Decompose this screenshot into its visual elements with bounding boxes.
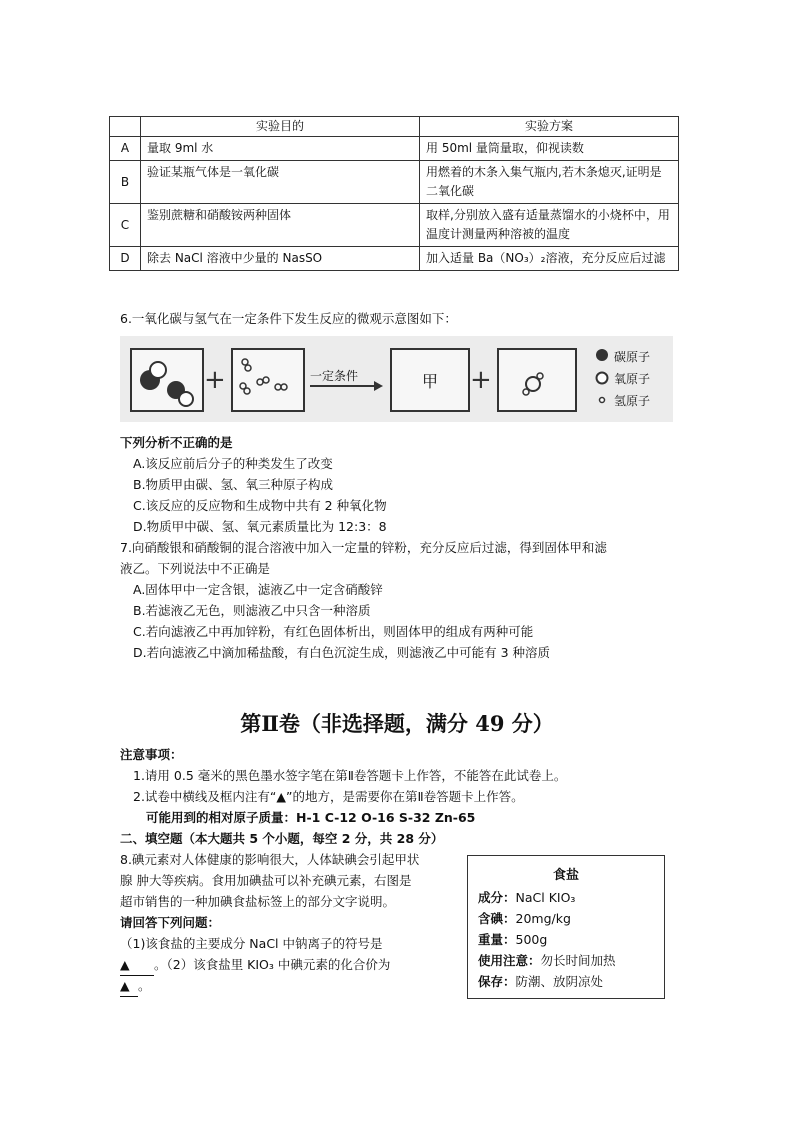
row-goal: 验证某瓶气体是一氧化碳 bbox=[141, 161, 420, 204]
q8-prompt: 请回答下列问题： bbox=[120, 915, 221, 930]
salt-label-rows bbox=[468, 883, 664, 992]
plus-sign: + bbox=[204, 365, 226, 395]
row-label: D bbox=[110, 247, 141, 271]
q6-prompt: 下列分析不正确的是 bbox=[120, 435, 233, 450]
h2o-molecule-icon bbox=[499, 350, 575, 410]
q7-option-c: C.若向滤液乙中再加锌粉，有红色固体析出，则固体甲的组成有两种可能 bbox=[133, 624, 534, 639]
q8-sub1: （1)该食盐的主要成分 NaCl 中钠离子的符号是 bbox=[120, 936, 383, 951]
q8-line2: 腺 肿大等疾病。食用加碘盐可以补充碘元素，右图是 bbox=[120, 873, 412, 888]
co-molecules-box bbox=[130, 348, 204, 412]
table-header-cell: 实验目的 bbox=[141, 117, 420, 137]
salt-label-title: 食盐 bbox=[552, 868, 579, 883]
row-goal: 鉴别蔗糖和硝酸铵两种固体 bbox=[141, 204, 420, 247]
carbon-atom-icon bbox=[596, 349, 608, 361]
q8-end: 。 bbox=[138, 978, 151, 993]
row-goal: 除去 NaCl 溶液中少量的 NasSO bbox=[141, 247, 420, 271]
h2-molecules-box bbox=[231, 348, 305, 412]
legend-markers bbox=[594, 346, 610, 410]
table-row bbox=[110, 161, 679, 204]
table-header-row bbox=[110, 117, 679, 137]
section-title: 第Ⅱ卷（非选择题，满分 49 分） bbox=[240, 711, 554, 736]
salt-label-box bbox=[467, 855, 665, 999]
row-plan: 取样,分别放入盛有适量蒸馏水的小烧杯中，用温度计测量两种溶被的温度 bbox=[420, 204, 679, 247]
q6-option-c: C.该反应的反应物和生成物中共有 2 种氧化物 bbox=[133, 498, 387, 513]
atomic-mass-note: 可能用到的相对原子质量：H-1 C-12 O-16 S-32 Zn-65 bbox=[146, 810, 476, 825]
row-goal: 量取 9ml 水 bbox=[141, 137, 420, 161]
answer-blank-1: ▲ bbox=[120, 955, 154, 976]
reaction-diagram bbox=[120, 336, 673, 422]
q8-line1: 8.碘元素对人体健康的影响很大，人体缺碘会引起甲状 bbox=[120, 852, 420, 867]
q6-stem: 6.一氧化碳与氢气在一定条件下发生反应的微观示意图如下： bbox=[120, 311, 457, 326]
legend-labels bbox=[614, 346, 650, 412]
row-label: A bbox=[110, 137, 141, 161]
q6-option-b: B.物质甲由碳、氢、氧三种原子构成 bbox=[133, 477, 334, 492]
table-row bbox=[110, 204, 679, 247]
notes-title: 注意事项： bbox=[120, 747, 183, 762]
q8-sub2: 。（2）该食盐里 KIO₃ 中碘元素的化合价为 bbox=[154, 957, 391, 972]
co-molecule-icon bbox=[132, 350, 202, 410]
table-header-cell: 实验方案 bbox=[420, 117, 679, 137]
table-row bbox=[110, 247, 679, 271]
product-jia-box bbox=[390, 348, 470, 412]
q6-option-a: A.该反应前后分子的种类发生了改变 bbox=[133, 456, 333, 471]
h2-molecule-icon bbox=[233, 350, 303, 410]
row-label: C bbox=[110, 204, 141, 247]
q8-sub2-line bbox=[120, 955, 390, 976]
q7-option-a: A.固体甲中一定含银，滤液乙中一定含硝酸锌 bbox=[133, 582, 383, 597]
arrow-right-icon bbox=[308, 380, 384, 392]
q6-option-d: D.物质甲中碳、氢、氧元素质量比为 12:3：8 bbox=[133, 519, 387, 534]
legend-carbon: 碳原子 bbox=[614, 350, 651, 364]
arrow-label: 一定条件 bbox=[310, 369, 359, 383]
q7-option-d: D.若向滤液乙中滴加稀盐酸，有白色沉淀生成，则滤液乙中可能有 3 种溶质 bbox=[133, 645, 550, 660]
note-1: 1.请用 0.5 毫米的黑色墨水签字笔在第Ⅱ卷答题卡上作答，不能答在此试卷上。 bbox=[133, 768, 567, 783]
answer-blank-2: ▲ bbox=[120, 976, 138, 997]
salt-label-row: 重量：500g bbox=[478, 932, 548, 947]
salt-label-row: 保存：防潮、放阴凉处 bbox=[478, 974, 604, 989]
part-title: 二、填空题（本大题共 5 个小题，每空 2 分，共 28 分） bbox=[120, 831, 444, 846]
row-label: B bbox=[110, 161, 141, 204]
oxygen-atom-icon bbox=[597, 373, 608, 384]
salt-label-row: 成分：NaCl KIO₃ bbox=[478, 890, 576, 905]
q8-end-line bbox=[120, 976, 151, 997]
salt-label-row: 使用注意：勿长时间加热 bbox=[478, 953, 616, 968]
row-plan: 用燃着的木条入集气瓶内,若木条熄灭,证明是二氧化碳 bbox=[420, 161, 679, 204]
row-plan: 用 50ml 量筒量取，仰视读数 bbox=[420, 137, 679, 161]
q7-option-b: B.若滤液乙无色，则滤液乙中只含一种溶质 bbox=[133, 603, 371, 618]
product-label: 甲 bbox=[421, 371, 438, 391]
legend-hydrogen: 氢原子 bbox=[614, 394, 651, 408]
experiment-table bbox=[109, 116, 679, 271]
water-molecule-box bbox=[497, 348, 577, 412]
legend-oxygen: 氧原子 bbox=[614, 372, 651, 386]
note-2: 2.试卷中横线及框内注有“▲”的地方，是需要你在第Ⅱ卷答题卡上作答。 bbox=[133, 789, 524, 804]
hydrogen-atom-icon bbox=[600, 398, 605, 403]
q7-stem-line2: 液乙。下列说法中不正确是 bbox=[120, 561, 271, 576]
table-row bbox=[110, 137, 679, 161]
q7-stem-line1: 7.向硝酸银和硝酸铜的混合溶液中加入一定量的锌粉，充分反应后过滤，得到固体甲和滤 bbox=[120, 540, 607, 555]
plus-sign: + bbox=[470, 365, 492, 395]
row-plan: 加入适量 Ba（NO₃）₂溶液，充分反应后过滤 bbox=[420, 247, 679, 271]
table-header-cell bbox=[110, 117, 141, 137]
q8-line3: 超市销售的一种加碘食盐标签上的部分文字说明。 bbox=[120, 894, 396, 909]
salt-label-row: 含碘：20mg/kg bbox=[478, 911, 571, 926]
